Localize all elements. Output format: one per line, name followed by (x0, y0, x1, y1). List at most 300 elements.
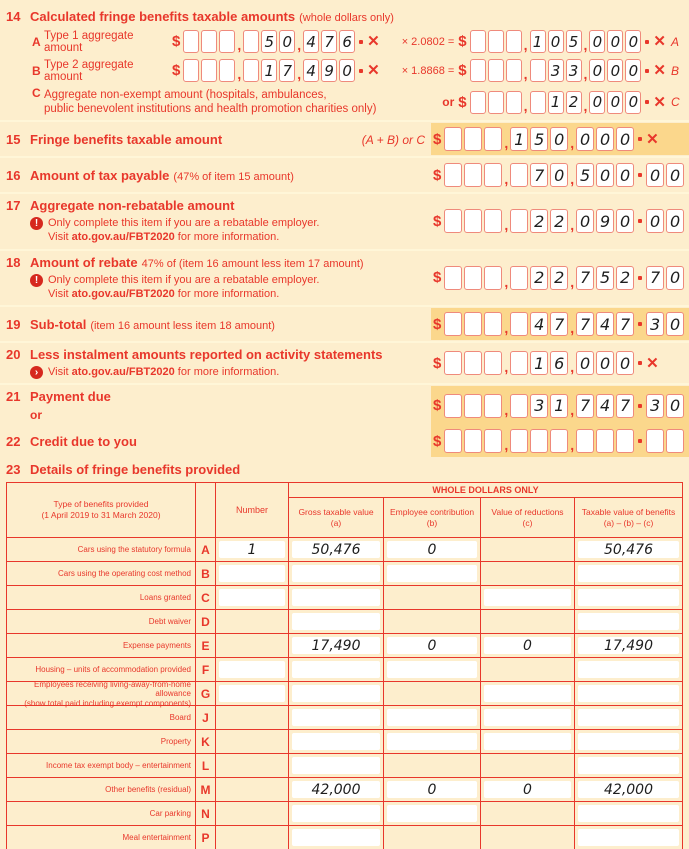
digit-box[interactable] (616, 429, 634, 453)
item-23-heading (6, 457, 683, 480)
input-cell-E-gross[interactable]: 17,490 (292, 637, 380, 654)
digit-box[interactable] (506, 91, 522, 114)
digit-box[interactable]: 7 (576, 312, 594, 336)
input-cell-F-gross[interactable] (292, 661, 380, 678)
cell-G-gross (289, 682, 384, 706)
benefit-label: Expense payments (122, 641, 191, 651)
row-label-M (7, 778, 196, 802)
cell-L-number (216, 754, 289, 778)
item-title: Fringe benefits taxable amount (30, 131, 223, 147)
cents-digit-box[interactable]: 0 (646, 163, 664, 187)
digit-box[interactable]: 9 (596, 209, 614, 233)
info-link-text: ato.gov.au/FBT2020 (71, 287, 175, 300)
form-items (6, 123, 683, 457)
digit-box[interactable] (470, 59, 486, 82)
digit-box[interactable]: 0 (576, 209, 594, 233)
digit-box[interactable]: 2 (550, 209, 568, 233)
digit-box[interactable]: 0 (625, 59, 641, 82)
cell-G-employee (384, 682, 481, 706)
cents-digit-box[interactable]: 0 (646, 209, 664, 233)
digit-box[interactable] (488, 59, 504, 82)
digit-box[interactable] (183, 30, 199, 53)
cents-digit-box[interactable]: 3 (646, 312, 664, 336)
digit-box[interactable]: 0 (596, 163, 614, 187)
cents-digit-box[interactable]: 0 (666, 209, 684, 233)
input-cell-A-number[interactable]: 1 (219, 541, 285, 558)
dollar-sign: $ (458, 93, 467, 111)
cents-digit-box[interactable] (666, 429, 684, 453)
digit-box[interactable] (510, 163, 528, 187)
input-cell-L-gross[interactable] (292, 757, 380, 774)
input-cell-J-gross[interactable] (292, 709, 380, 726)
digit-box[interactable] (470, 30, 486, 53)
item-left (6, 123, 431, 155)
chevron-right-icon: › (30, 366, 43, 379)
digit-box[interactable]: 0 (550, 127, 568, 151)
digit-box[interactable]: 6 (339, 30, 355, 53)
row-letter-D: D (196, 610, 216, 634)
digit-box[interactable] (444, 351, 462, 375)
input-cell-F-number[interactable] (219, 661, 285, 678)
cell-A-reductions (481, 538, 575, 562)
digit-box[interactable] (219, 59, 235, 82)
info-line: Only complete this item if you are a rebatable employer. (48, 273, 320, 286)
form-item-18 (6, 252, 683, 305)
amount-field (458, 30, 666, 53)
input-cell-B-gross[interactable] (292, 565, 380, 582)
cell-A-gross (289, 538, 384, 562)
digit-box[interactable]: 4 (303, 30, 319, 53)
input-cell-L-taxable[interactable] (578, 757, 679, 774)
form-item-20 (6, 344, 683, 382)
cell-E-gross (289, 634, 384, 658)
form-item-16 (6, 159, 683, 191)
input-cell-M-taxable[interactable]: 42,000 (578, 781, 679, 798)
item-title: Aggregate non-rebatable amount (30, 198, 235, 213)
digit-box[interactable]: 3 (548, 59, 564, 82)
input-cell-A-taxable[interactable]: 50,476 (578, 541, 679, 558)
benefit-label: Property (160, 737, 191, 747)
input-cell-A-gross[interactable]: 50,476 (292, 541, 380, 558)
cell-E-reductions (481, 634, 575, 658)
input-cell-E-employee[interactable]: 0 (387, 637, 477, 654)
digit-box[interactable] (510, 312, 528, 336)
comma-separator: , (504, 217, 509, 234)
digit-box[interactable] (201, 59, 217, 82)
input-cell-C-number[interactable] (219, 589, 285, 606)
digit-box[interactable] (510, 266, 528, 290)
digit-box[interactable]: 1 (530, 30, 546, 53)
input-cell-M-gross[interactable]: 42,000 (292, 781, 380, 798)
digit-box[interactable]: 0 (589, 30, 605, 53)
input-cell-K-taxable[interactable] (578, 733, 679, 750)
digit-box[interactable] (470, 91, 486, 114)
input-cell-D-taxable[interactable] (578, 613, 679, 630)
digit-box[interactable]: 0 (616, 351, 634, 375)
no-cents-x-icon: ✕ (653, 93, 666, 111)
header-line: Gross taxable value (298, 507, 374, 518)
amount-field (458, 91, 666, 114)
input-cell-D-gross[interactable] (292, 613, 380, 630)
item-number: 14 (6, 9, 21, 24)
digit-box[interactable]: 4 (596, 394, 614, 418)
input-cell-M-employee[interactable]: 0 (387, 781, 477, 798)
amount-field (433, 127, 659, 151)
digit-box[interactable]: 0 (616, 163, 634, 187)
digit-box[interactable] (444, 394, 462, 418)
input-cell-N-taxable[interactable] (578, 805, 679, 822)
row-letter-C: C (196, 586, 216, 610)
input-cell-P-gross[interactable] (292, 829, 380, 846)
item-left (6, 425, 431, 457)
input-cell-M-reductions[interactable]: 0 (484, 781, 571, 798)
item-left (6, 308, 431, 340)
cell-B-number (216, 562, 289, 586)
input-cell-A-employee[interactable]: 0 (387, 541, 477, 558)
comma-separator: , (504, 320, 509, 337)
cell-M-taxable (575, 778, 682, 802)
item-amount-area (431, 344, 689, 382)
input-cell-E-reductions[interactable]: 0 (484, 637, 571, 654)
digit-box[interactable]: 7 (530, 163, 548, 187)
input-cell-K-employee[interactable] (387, 733, 477, 750)
row-letter-J: J (196, 706, 216, 730)
digit-box[interactable] (464, 163, 482, 187)
or-label: or (30, 408, 42, 423)
cell-B-reductions (481, 562, 575, 586)
item-title: Details of fringe benefits provided (30, 462, 241, 478)
comma-separator: , (570, 171, 575, 187)
cell-K-number (216, 730, 289, 754)
cents-digit-box[interactable]: 7 (646, 266, 664, 290)
digit-box[interactable]: 2 (550, 266, 568, 290)
digit-box[interactable]: 7 (550, 312, 568, 336)
input-cell-J-taxable[interactable] (578, 709, 679, 726)
digit-box[interactable]: 3 (530, 394, 548, 418)
item-number: 19 (6, 316, 21, 332)
digit-box[interactable]: 0 (589, 91, 605, 114)
section-divider (0, 192, 689, 194)
item-number: 22 (6, 433, 21, 449)
digit-box[interactable]: 7 (321, 30, 337, 53)
digit-box[interactable] (510, 394, 528, 418)
digit-box[interactable] (484, 394, 502, 418)
digit-box[interactable]: 0 (607, 91, 623, 114)
benefit-label: Board (169, 713, 191, 723)
benefit-label: Cars using the operating cost method (58, 569, 191, 579)
row-letter-P: P (196, 826, 216, 849)
cell-K-gross (289, 730, 384, 754)
cents-digit-box[interactable] (646, 429, 664, 453)
digit-box[interactable] (219, 30, 235, 53)
digit-box[interactable]: 1 (548, 91, 564, 114)
digit-box[interactable] (488, 30, 504, 53)
cell-G-taxable (575, 682, 682, 706)
digit-box[interactable]: 0 (625, 91, 641, 114)
header-line: (a) – (b) – (c) (603, 517, 654, 528)
row-letter-K: K (196, 730, 216, 754)
row-letter-E: E (196, 634, 216, 658)
benefit-label: Housing – units of accommodation provided (35, 665, 191, 675)
digit-box[interactable]: 0 (548, 30, 564, 53)
item-amount-area (431, 159, 689, 191)
cell-N-employee (384, 802, 481, 826)
cell-E-number (216, 634, 289, 658)
digit-box[interactable] (510, 351, 528, 375)
input-cell-P-taxable[interactable] (578, 829, 679, 846)
comma-separator: , (523, 66, 528, 82)
amount-field (458, 59, 666, 82)
input-cell-E-taxable[interactable]: 17,490 (578, 637, 679, 654)
cell-F-reductions (481, 658, 575, 682)
input-cell-B-number[interactable] (219, 565, 285, 582)
cell-M-reductions (481, 778, 575, 802)
digit-box[interactable]: 1 (530, 351, 548, 375)
warning-icon: ! (30, 274, 43, 287)
comma-separator: , (504, 401, 509, 418)
digit-box[interactable]: 9 (321, 59, 337, 82)
row-letter-N: N (196, 802, 216, 826)
cell-C-employee (384, 586, 481, 610)
digit-box[interactable] (464, 266, 482, 290)
digit-box[interactable]: 7 (576, 394, 594, 418)
form-item-22 (6, 425, 683, 457)
digit-box[interactable] (506, 59, 522, 82)
amount-field (433, 429, 685, 453)
benefit-label: Car parking (149, 809, 191, 819)
digit-box[interactable] (484, 351, 502, 375)
input-cell-B-employee[interactable] (387, 565, 477, 582)
digit-box[interactable]: 4 (530, 312, 548, 336)
amount-field (433, 209, 685, 233)
digit-box[interactable]: 7 (279, 59, 295, 82)
amount-field (172, 59, 380, 82)
cell-J-number (216, 706, 289, 730)
item-number: 20 (6, 347, 21, 363)
digit-box[interactable] (464, 351, 482, 375)
digit-box[interactable] (510, 429, 528, 453)
dollar-sign: $ (433, 269, 442, 287)
cents-digit-box[interactable]: 0 (666, 266, 684, 290)
digit-box[interactable] (596, 429, 614, 453)
item-title: Amount of tax payable (30, 167, 170, 183)
digit-box[interactable]: 7 (576, 266, 594, 290)
digit-box[interactable] (488, 91, 504, 114)
comma-separator: , (237, 37, 242, 53)
warning-icon: ! (30, 217, 43, 230)
digit-box[interactable]: 4 (303, 59, 319, 82)
comma-separator: , (523, 37, 528, 53)
input-cell-K-gross[interactable] (292, 733, 380, 750)
input-cell-G-taxable[interactable] (578, 685, 679, 702)
cell-P-reductions (481, 826, 575, 849)
digit-box[interactable] (243, 59, 259, 82)
info-line: Visit ato.gov.au/FBT2020 for more information. (48, 231, 280, 244)
dollar-sign: $ (433, 354, 442, 372)
digit-box[interactable]: 3 (566, 59, 582, 82)
digit-box[interactable] (444, 163, 462, 187)
digit-box[interactable] (576, 429, 594, 453)
input-cell-J-reductions[interactable] (484, 709, 571, 726)
comma-separator: , (237, 66, 242, 82)
cell-F-employee (384, 658, 481, 682)
item-title: Sub-total (30, 316, 87, 332)
cell-P-employee (384, 826, 481, 849)
input-cell-G-gross[interactable] (292, 685, 380, 702)
digit-box[interactable]: 4 (596, 312, 614, 336)
cents-digit-box[interactable]: 0 (666, 312, 684, 336)
form-item-17 (6, 195, 683, 248)
digit-box[interactable]: 7 (616, 312, 634, 336)
digit-box[interactable]: 0 (550, 163, 568, 187)
input-cell-C-taxable[interactable] (578, 589, 679, 606)
digit-box[interactable]: 2 (566, 91, 582, 114)
digit-box[interactable] (530, 91, 546, 114)
digit-box[interactable]: 0 (339, 59, 355, 82)
digit-box[interactable]: 0 (589, 59, 605, 82)
digit-box[interactable]: 0 (616, 127, 634, 151)
item-number: 23 (6, 462, 21, 478)
input-cell-G-reductions[interactable] (484, 685, 571, 702)
input-cell-B-taxable[interactable] (578, 565, 679, 582)
digit-box[interactable] (484, 163, 502, 187)
input-cell-G-number[interactable] (219, 685, 285, 702)
input-cell-C-gross[interactable] (292, 589, 380, 606)
digit-box[interactable]: 0 (616, 209, 634, 233)
cell-D-taxable (575, 610, 682, 634)
digit-box[interactable] (484, 312, 502, 336)
digit-box[interactable]: 0 (607, 59, 623, 82)
decimal-dot-icon (645, 100, 649, 104)
row-label-A (7, 538, 196, 562)
benefit-label: Loans granted (139, 593, 191, 603)
comma-separator: , (504, 273, 509, 290)
amount-field (433, 266, 685, 290)
digit-box[interactable] (444, 127, 462, 151)
digit-box[interactable] (550, 429, 568, 453)
input-cell-C-reductions[interactable] (484, 589, 571, 606)
comma-separator: , (583, 37, 588, 53)
digit-box[interactable] (183, 59, 199, 82)
amount-field (433, 312, 685, 336)
cell-G-reductions (481, 682, 575, 706)
input-cell-K-reductions[interactable] (484, 733, 571, 750)
digit-box[interactable]: 0 (576, 127, 594, 151)
comma-separator: , (570, 437, 575, 454)
item-info (30, 273, 431, 302)
digit-box[interactable]: 5 (596, 266, 614, 290)
input-cell-N-gross[interactable] (292, 805, 380, 822)
digit-box[interactable] (506, 30, 522, 53)
input-cell-N-employee[interactable] (387, 805, 477, 822)
cents-digit-box[interactable]: 0 (666, 394, 684, 418)
digit-box[interactable] (530, 59, 546, 82)
header-value-col (481, 498, 575, 538)
comma-separator: , (570, 217, 575, 234)
digit-box[interactable] (464, 394, 482, 418)
digit-box[interactable] (464, 312, 482, 336)
digit-box[interactable] (530, 429, 548, 453)
cents-digit-box[interactable]: 3 (646, 394, 664, 418)
decimal-dot-icon (359, 69, 363, 73)
section-divider (0, 305, 689, 307)
input-cell-F-employee[interactable] (387, 661, 477, 678)
digit-box[interactable] (484, 209, 502, 233)
digit-box[interactable]: 0 (596, 351, 614, 375)
input-cell-F-taxable[interactable] (578, 661, 679, 678)
cell-B-gross (289, 562, 384, 586)
digit-box[interactable] (464, 127, 482, 151)
cell-B-employee (384, 562, 481, 586)
form-item-19 (6, 308, 683, 340)
digit-box[interactable] (243, 30, 259, 53)
item-title-note: (47% of item 15 amount) (173, 170, 294, 183)
comma-separator: , (504, 135, 509, 151)
digit-box[interactable]: 0 (576, 351, 594, 375)
digit-box[interactable]: 2 (616, 266, 634, 290)
digit-box[interactable] (444, 312, 462, 336)
item-right-note: (A + B) or C (361, 132, 425, 147)
digit-box[interactable]: 5 (261, 30, 277, 53)
digit-box[interactable]: 7 (616, 394, 634, 418)
item-number: 16 (6, 167, 21, 183)
item-info (30, 365, 431, 379)
digit-box[interactable] (444, 429, 462, 453)
digit-box[interactable] (464, 209, 482, 233)
digit-box[interactable]: 0 (279, 30, 295, 53)
form-item-21 (6, 386, 683, 425)
item-title: Payment due (30, 389, 111, 405)
cell-C-reductions (481, 586, 575, 610)
section-divider (0, 156, 689, 158)
cell-F-gross (289, 658, 384, 682)
digit-box[interactable]: 0 (625, 30, 641, 53)
dollar-sign: $ (458, 62, 467, 79)
digit-box[interactable]: 2 (530, 266, 548, 290)
digit-box[interactable] (444, 209, 462, 233)
digit-box[interactable]: 5 (566, 30, 582, 53)
digit-box[interactable] (201, 30, 217, 53)
item14-row-B (6, 56, 683, 85)
digit-box[interactable]: 1 (550, 394, 568, 418)
digit-box[interactable] (444, 266, 462, 290)
item-amount-area (431, 386, 689, 425)
header-letter-column (196, 483, 216, 538)
digit-box[interactable]: 5 (576, 163, 594, 187)
row-label-line: Aggregate non-exempt amount (hospitals, ambulances, (44, 88, 327, 101)
digit-box[interactable] (510, 209, 528, 233)
digit-box[interactable]: 5 (530, 127, 548, 151)
item-number: 18 (6, 254, 21, 270)
digit-box[interactable]: 0 (607, 30, 623, 53)
digit-box[interactable]: 1 (261, 59, 277, 82)
digit-box[interactable]: 0 (596, 127, 614, 151)
no-cents-x-icon: ✕ (367, 33, 380, 50)
digit-box[interactable]: 1 (510, 127, 528, 151)
digit-box[interactable] (484, 429, 502, 453)
form-item-15 (6, 123, 683, 155)
input-cell-J-employee[interactable] (387, 709, 477, 726)
digit-box[interactable] (484, 266, 502, 290)
digit-box[interactable] (464, 429, 482, 453)
cents-digit-box[interactable]: 0 (666, 163, 684, 187)
no-cents-x-icon: ✕ (367, 62, 380, 79)
digit-box[interactable]: 6 (550, 351, 568, 375)
dollar-sign: $ (172, 62, 181, 79)
cell-L-reductions (481, 754, 575, 778)
digit-box[interactable]: 2 (530, 209, 548, 233)
digit-box[interactable] (484, 127, 502, 151)
